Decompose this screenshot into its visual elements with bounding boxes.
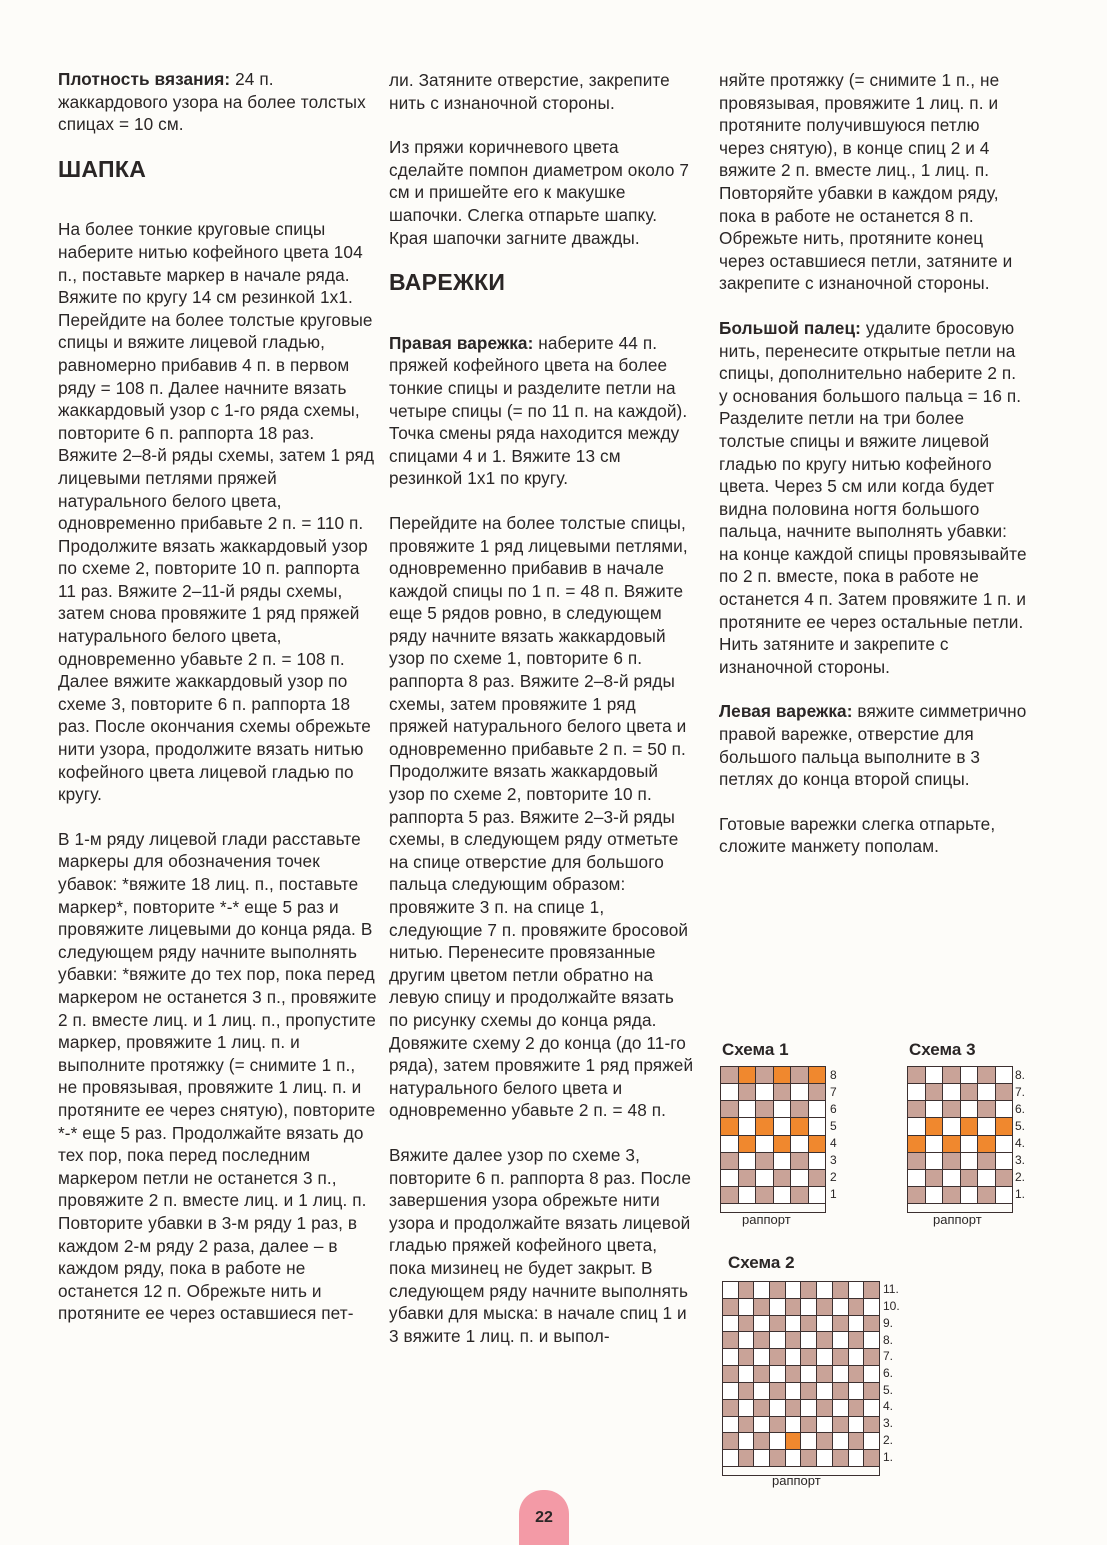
chart-cell <box>943 1187 960 1203</box>
row-number: 4 <box>830 1135 837 1150</box>
chart-cell <box>791 1118 808 1134</box>
chart-cell <box>809 1136 826 1152</box>
scheme-2-row-numbers <box>883 1281 905 1465</box>
density-text: 24 п. жаккардового узора на более толстых спицах = 10 см. <box>58 69 366 135</box>
chart-cell <box>817 1417 832 1433</box>
chart-cell <box>961 1067 978 1083</box>
chart-cell <box>809 1170 826 1186</box>
chart-cell <box>996 1084 1013 1100</box>
chart-cell <box>786 1316 801 1332</box>
chart-cell <box>739 1332 754 1348</box>
chart-cell <box>833 1332 848 1348</box>
chart-cell <box>908 1170 925 1186</box>
chart-cell <box>926 1067 943 1083</box>
chart-cell <box>770 1316 785 1332</box>
chart-cell <box>754 1316 769 1332</box>
chart-cell <box>801 1282 816 1298</box>
chart-cell <box>786 1349 801 1365</box>
finishing-paragraph: Готовые варежки слегка отпарьте, сложите манжету пополам. <box>719 813 996 857</box>
chart-cell <box>756 1067 773 1083</box>
chart-cell <box>739 1366 754 1382</box>
chart-cell <box>864 1417 879 1433</box>
chart-cell <box>864 1450 879 1466</box>
chart-cell <box>791 1170 808 1186</box>
chart-cell <box>739 1299 754 1315</box>
chart-cell <box>833 1299 848 1315</box>
chart-cell <box>864 1366 879 1382</box>
chart-cell <box>926 1170 943 1186</box>
chart-cell <box>756 1153 773 1169</box>
row-number: 9. <box>883 1315 894 1330</box>
scheme-3-grid <box>907 1066 1013 1204</box>
chart-cell <box>849 1400 864 1416</box>
scheme-1-row-numbers <box>830 1066 850 1202</box>
row-number: 5. <box>1015 1118 1026 1133</box>
chart-cell <box>770 1433 785 1449</box>
chart-cell <box>996 1136 1013 1152</box>
chart-cell <box>801 1433 816 1449</box>
chart-cell <box>908 1136 925 1152</box>
chart-cell <box>833 1282 848 1298</box>
chart-cell <box>801 1366 816 1382</box>
hat-heading: ШАПКА <box>58 155 147 182</box>
row-number: 3 <box>830 1152 837 1167</box>
chart-cell <box>754 1299 769 1315</box>
chart-cell <box>754 1400 769 1416</box>
chart-cell <box>809 1118 826 1134</box>
chart-cell <box>739 1136 756 1152</box>
chart-cell <box>774 1187 791 1203</box>
chart-cell <box>817 1316 832 1332</box>
chart-cell <box>978 1170 995 1186</box>
chart-cell <box>849 1366 864 1382</box>
chart-cell <box>817 1299 832 1315</box>
chart-cell <box>739 1118 756 1134</box>
chart-cell <box>996 1153 1013 1169</box>
chart-cell <box>723 1332 738 1348</box>
chart-cell <box>817 1366 832 1382</box>
chart-cell <box>723 1433 738 1449</box>
chart-cell <box>926 1084 943 1100</box>
chart-cell <box>786 1366 801 1382</box>
right-mitten-text: наберите 44 п. пряжей кофейного цвета на более тонкие спицы и разделите петли на четыре спицы (= по 11 п. на каждой). Точка смены ряда находится между спицами 4 и 1. Вяжите 13 см резинкой 1x1 по кругу. <box>389 332 688 489</box>
row-number: 7. <box>883 1349 894 1364</box>
chart-cell <box>926 1153 943 1169</box>
chart-cell <box>774 1170 791 1186</box>
scheme-1 <box>720 1040 870 1230</box>
chart-cell <box>721 1084 738 1100</box>
chart-cell <box>961 1153 978 1169</box>
chart-cell <box>943 1170 960 1186</box>
chart-cell <box>756 1084 773 1100</box>
chart-cell <box>739 1349 754 1365</box>
chart-cell <box>849 1383 864 1399</box>
chart-cell <box>739 1067 756 1083</box>
pompom-paragraph: Из пряжи коричневого цвета сделайте помпон диаметром около 7 см и пришейте его к макушке шапочки. Слегка отпарьте шапку. Края шапочки загните дважды. <box>389 137 690 248</box>
chart-cell <box>721 1136 738 1152</box>
chart-cell <box>721 1153 738 1169</box>
chart-cell <box>739 1187 756 1203</box>
row-number: 6 <box>830 1101 837 1116</box>
chart-cell <box>721 1067 738 1083</box>
chart-cell <box>754 1349 769 1365</box>
density-paragraph <box>58 68 378 136</box>
chart-cell <box>770 1349 785 1365</box>
chart-cell <box>864 1383 879 1399</box>
chart-cell <box>809 1187 826 1203</box>
row-number: 4. <box>883 1399 894 1414</box>
left-mitten-text: вяжите симметрично правой варежке, отверстие для большого пальца выполните в 3 петлях до конца второй спицы. <box>719 701 1027 790</box>
chart-cell <box>756 1187 773 1203</box>
chart-cell <box>723 1417 738 1433</box>
chart-cell <box>864 1282 879 1298</box>
chart-cell <box>791 1101 808 1117</box>
chart-cell <box>723 1383 738 1399</box>
chart-cell <box>817 1433 832 1449</box>
chart-cell <box>723 1282 738 1298</box>
chart-cell <box>801 1332 816 1348</box>
row-number: 6. <box>1015 1101 1026 1116</box>
chart-cell <box>961 1136 978 1152</box>
chart-cell <box>801 1316 816 1332</box>
chart-cell <box>926 1118 943 1134</box>
chart-cell <box>809 1084 826 1100</box>
chart-cell <box>926 1136 943 1152</box>
chart-cell <box>786 1332 801 1348</box>
chart-cell <box>849 1349 864 1365</box>
chart-cell <box>996 1067 1013 1083</box>
page-number: 22 <box>535 1508 553 1526</box>
scheme-2-rapport-label: раппорт <box>772 1473 821 1488</box>
left-mitten-label: Левая варежка: <box>719 701 853 722</box>
scheme-2-grid <box>722 1281 880 1467</box>
chart-cell <box>961 1084 978 1100</box>
chart-cell <box>908 1067 925 1083</box>
chart-cell <box>833 1433 848 1449</box>
row-number: 6. <box>883 1366 894 1380</box>
chart-cell <box>961 1101 978 1117</box>
scheme-3-rapport-label: раппорт <box>933 1212 982 1227</box>
chart-cell <box>739 1282 754 1298</box>
chart-cell <box>770 1299 785 1315</box>
chart-cell <box>786 1450 801 1466</box>
right-mitten-label: Правая варежка: <box>389 332 534 353</box>
chart-cell <box>908 1187 925 1203</box>
chart-cell <box>801 1400 816 1416</box>
chart-cell <box>723 1366 738 1382</box>
chart-cell <box>770 1383 785 1399</box>
row-number: 1. <box>1015 1186 1026 1201</box>
chart-cell <box>943 1067 960 1083</box>
chart-cell <box>833 1383 848 1399</box>
chart-cell <box>849 1299 864 1315</box>
chart-cell <box>774 1118 791 1134</box>
chart-cell <box>786 1299 801 1315</box>
chart-cell <box>721 1101 738 1117</box>
chart-cell <box>978 1136 995 1152</box>
chart-cell <box>774 1101 791 1117</box>
chart-cell <box>809 1101 826 1117</box>
chart-cell <box>739 1450 754 1466</box>
chart-cell <box>754 1366 769 1382</box>
chart-cell <box>774 1067 791 1083</box>
mittens-heading: ВАРЕЖКИ <box>389 269 506 296</box>
chart-cell <box>926 1187 943 1203</box>
page-number-badge <box>519 1490 569 1545</box>
chart-cell <box>786 1400 801 1416</box>
chart-cell <box>943 1153 960 1169</box>
row-number: 3. <box>883 1416 894 1431</box>
chart-cell <box>849 1417 864 1433</box>
chart-cell <box>996 1170 1013 1186</box>
chart-cell <box>739 1084 756 1100</box>
chart-cell <box>833 1417 848 1433</box>
chart-cell <box>721 1187 738 1203</box>
chart-cell <box>791 1187 808 1203</box>
chart-cell <box>996 1187 1013 1203</box>
chart-cell <box>978 1187 995 1203</box>
chart-cell <box>739 1433 754 1449</box>
scheme-1-grid <box>720 1066 826 1204</box>
row-number: 7. <box>1015 1084 1026 1099</box>
chart-cell <box>723 1450 738 1466</box>
chart-cell <box>833 1366 848 1382</box>
chart-cell <box>801 1349 816 1365</box>
chart-cell <box>908 1101 925 1117</box>
chart-cell <box>791 1136 808 1152</box>
chart-cell <box>908 1153 925 1169</box>
chart-cell <box>756 1101 773 1117</box>
column-2 <box>389 69 694 1369</box>
scheme-1-rapport-label: раппорт <box>742 1212 791 1227</box>
chart-cell <box>721 1170 738 1186</box>
chart-cell <box>943 1084 960 1100</box>
chart-cell <box>739 1400 754 1416</box>
chart-cell <box>786 1417 801 1433</box>
chart-cell <box>961 1170 978 1186</box>
chart-cell <box>754 1417 769 1433</box>
hat-paragraph-1: На более тонкие круговые спицы наберите нитью кофейного цвета 104 п., поставьте маркер в начале ряда. Вяжите по кругу 14 см резинкой 1x1. Перейдите на более толстые круговые спицы и вяжите лицевой гладью, равномерно прибавив 4 п. в первом ряду = 108 п. Далее начните вязать жаккардовый узор с 1-го ряда схемы, повторите 6 п. раппорта 18 раз. Вяжите 2–8-й ряды схемы, затем 1 ряд лицевыми петлями пряжей натурального белого цвета, одновременно прибавьте 2 п. = 110 п. Продолжите вязать жаккардовый узор по схеме 2, повторите 10 п. раппорта 11 раз. Вяжите 2–11-й ряды схемы, затем снова провяжите 1 ряд пряжей натурального белого цвета, одновременно убавьте 2 п. = 108 п. Далее вяжите жаккардовый узор по схеме 3, повторите 6 п. раппорта 18 раз. После окончания схемы обрежьте нити узора, продолжите вязать нитью кофейного цвета лицевой гладью по кругу. <box>58 219 375 805</box>
chart-cell <box>849 1316 864 1332</box>
chart-cell <box>817 1400 832 1416</box>
chart-cell <box>723 1299 738 1315</box>
chart-cell <box>978 1101 995 1117</box>
chart-cell <box>721 1118 738 1134</box>
chart-cell <box>739 1417 754 1433</box>
thumb-text: удалите бросовую нить, перенесите открытые петли на спицы, дополнительно наберите 2 п. у основания большого пальца = 16 п. Разделите петли на три более толстые спицы и вяжите лицевой гладью по кругу нитью кофейного цвета. Через 5 см или когда будет видна половина ногтя большого пальца, начните выполнять убавки: на конце каждой спицы провязывайте по 2 п. вместе, пока в работе не останется 4 п. Затем провяжите 1 п. и протяните ее через остальные петли. Нить затяните и закрепите с изнаночной стороны. <box>719 317 1027 677</box>
chart-cell <box>817 1332 832 1348</box>
row-number: 3. <box>1015 1152 1026 1167</box>
mitten-body-paragraph: Перейдите на более толстые спицы, провяжите 1 ряд лицевыми петлями, одновременно прибавив в начале каждой спицы по 1 п. = 48 п. Вяжите еще 5 рядов ровно, в следующем ряду начните вязать жаккардовый узор по схеме 1, повторите 6 п. раппорта 8 раз. Вяжите 2–8-й ряды схемы, затем провяжите 1 ряд пряжей натурального белого цвета и одновременно прибавьте 2 п. = 50 п. Продолжите вязать жаккардовый узор по схеме 2, повторите 10 п. раппорта 5 раз. Вяжите 2–3-й ряды схемы, в следующем ряду отметьте на спице отверстие для большого пальца следующим образом: провяжите 3 п. на спице 1, следующие 7 п. провяжите бросовой нитью. Перенесите провязанные другим цветом петли обратно на левую спицу и продолжайте вязать по рисунку схемы до конца ряда. Довяжите схему 2 до конца (до 11-го ряда), затем провяжите 1 ряд пряжей натурального белого цвета и одновременно убавьте 2 п. = 48 п. <box>389 512 694 1121</box>
chart-cell <box>864 1433 879 1449</box>
left-mitten-paragraph <box>719 700 1029 790</box>
chart-cell <box>849 1450 864 1466</box>
row-number: 1 <box>830 1186 837 1201</box>
row-number: 11. <box>883 1282 899 1297</box>
chart-cell <box>786 1282 801 1298</box>
chart-cell <box>978 1153 995 1169</box>
chart-cell <box>756 1170 773 1186</box>
right-mitten-paragraph <box>389 332 694 490</box>
chart-cell <box>864 1400 879 1416</box>
row-number: 8. <box>1015 1067 1026 1082</box>
chart-cell <box>961 1118 978 1134</box>
chart-cell <box>961 1187 978 1203</box>
density-label: Плотность вязания: <box>58 69 231 89</box>
mitten-top-paragraph: Вяжите далее узор по схеме 3, повторите 6 п. раппорта 8 раз. После завершения узора обрежьте нити узора и продолжайте вязать лицевой гладью пряжей кофейного цвета, пока мизинец не будет закрыт. В следующем ряду начните выполнять убавки для мыска: в начале спиц 1 и 3 вяжите 1 лиц. п. и выпол- <box>389 1144 692 1346</box>
chart-cell <box>786 1433 801 1449</box>
chart-cell <box>978 1084 995 1100</box>
chart-cell <box>833 1349 848 1365</box>
scheme-3-row-numbers <box>1015 1066 1035 1202</box>
row-number: 2 <box>830 1169 837 1184</box>
chart-cell <box>943 1136 960 1152</box>
chart-cell <box>723 1349 738 1365</box>
chart-cell <box>754 1282 769 1298</box>
chart-cell <box>774 1136 791 1152</box>
chart-cell <box>754 1433 769 1449</box>
chart-cell <box>833 1450 848 1466</box>
chart-cell <box>817 1349 832 1365</box>
chart-cell <box>978 1118 995 1134</box>
chart-cell <box>770 1450 785 1466</box>
chart-cell <box>754 1383 769 1399</box>
scheme-2 <box>722 1253 922 1493</box>
chart-cell <box>817 1450 832 1466</box>
chart-cell <box>833 1400 848 1416</box>
row-number: 10. <box>883 1299 900 1314</box>
chart-cell <box>908 1118 925 1134</box>
chart-cell <box>849 1332 864 1348</box>
chart-cell <box>978 1067 995 1083</box>
hat-finish-paragraph: ли. Затяните отверстие, закрепите нить с изнаночной стороны. <box>389 70 670 113</box>
chart-cell <box>801 1417 816 1433</box>
row-number: 2. <box>883 1432 894 1447</box>
chart-cell <box>943 1118 960 1134</box>
chart-cell <box>791 1153 808 1169</box>
scheme-1-title: Схема 1 <box>722 1040 789 1059</box>
row-number: 5. <box>883 1382 894 1397</box>
column-1 <box>58 68 378 1347</box>
chart-cell <box>817 1282 832 1298</box>
chart-cell <box>770 1282 785 1298</box>
chart-cell <box>996 1118 1013 1134</box>
chart-cell <box>791 1084 808 1100</box>
chart-cell <box>809 1153 826 1169</box>
chart-cell <box>756 1136 773 1152</box>
chart-cell <box>801 1383 816 1399</box>
chart-cell <box>739 1170 756 1186</box>
chart-cell <box>809 1067 826 1083</box>
scheme-3-title: Схема 3 <box>909 1040 976 1059</box>
chart-cell <box>791 1067 808 1083</box>
chart-cell <box>817 1383 832 1399</box>
chart-cell <box>739 1383 754 1399</box>
thumb-label: Большой палец: <box>719 317 861 338</box>
chart-cell <box>754 1450 769 1466</box>
chart-cell <box>770 1332 785 1348</box>
chart-cell <box>739 1316 754 1332</box>
row-number: 8. <box>883 1332 894 1347</box>
chart-cell <box>864 1316 879 1332</box>
chart-cell <box>996 1101 1013 1117</box>
chart-cell <box>739 1153 756 1169</box>
chart-cell <box>774 1084 791 1100</box>
hat-paragraph-2: В 1-м ряду лицевой глади расставьте маркеры для обозначения точек убавок: *вяжите 18 лиц. п., поставьте маркер*, повторите *-* еще 5 раз и провяжите лицевыми до конца ряда. В следующем ряду начните выполнять убавки: *вяжите до тех пор, пока перед маркером не останется 3 п., провяжите 2 п. вместе лиц. и 1 лиц. п., пропустите маркер, провяжите 1 лиц. п. и выполните протяжку (= снимите 1 п., не провязывая, провяжите 1 лиц. п. и протяните ее через снятую), повторите *-* еще 5 раз. Продолжайте вязать до тех пор, пока перед последним маркером петли не останется 3 п., провяжите 2 п. вместе лиц. и 1 лиц. п. Повторите убавки в 3-м ряду 1 раз, в каждом 2-м ряду 2 раза, далее – в каждом ряду, пока в работе не останется 12 п. Обрежьте нить и протяните ее через оставшиеся пет- <box>58 828 377 1324</box>
row-number: 2. <box>1015 1169 1026 1184</box>
chart-cell <box>786 1383 801 1399</box>
chart-cell <box>770 1417 785 1433</box>
chart-cell <box>801 1450 816 1466</box>
chart-cell <box>770 1366 785 1382</box>
thumb-paragraph <box>719 317 1029 679</box>
chart-cell <box>754 1332 769 1348</box>
scheme-2-title: Схема 2 <box>728 1253 795 1272</box>
row-number: 4. <box>1015 1135 1026 1150</box>
chart-cell <box>723 1400 738 1416</box>
column-3 <box>719 69 1029 880</box>
chart-cell <box>739 1101 756 1117</box>
chart-cell <box>864 1332 879 1348</box>
chart-cell <box>864 1349 879 1365</box>
row-number: 1. <box>883 1449 894 1464</box>
chart-cell <box>801 1299 816 1315</box>
chart-cell <box>723 1316 738 1332</box>
row-number: 5 <box>830 1118 837 1133</box>
scheme-3 <box>907 1040 1057 1230</box>
chart-cell <box>849 1282 864 1298</box>
chart-cell <box>926 1101 943 1117</box>
chart-cell <box>774 1153 791 1169</box>
row-number: 8 <box>830 1067 837 1082</box>
chart-cell <box>756 1118 773 1134</box>
chart-cell <box>864 1299 879 1315</box>
row-number: 7 <box>830 1084 837 1099</box>
decrease-paragraph: няйте протяжку (= снимите 1 п., не провязывая, провяжите 1 лиц. п. и протяните получившуюся петлю через снятую), в конце спиц 2 и 4 вяжите 2 п. вместе лиц., 1 лиц. п. Повторяйте убавки в каждом ряду, пока в работе не останется 8 п. Обрежьте нить, протяните конец через оставшиеся петли, затяните и закрепите с изнаночной стороны. <box>719 70 1013 294</box>
chart-cell <box>943 1101 960 1117</box>
chart-cell <box>849 1433 864 1449</box>
chart-cell <box>908 1084 925 1100</box>
chart-cell <box>770 1400 785 1416</box>
chart-cell <box>833 1316 848 1332</box>
